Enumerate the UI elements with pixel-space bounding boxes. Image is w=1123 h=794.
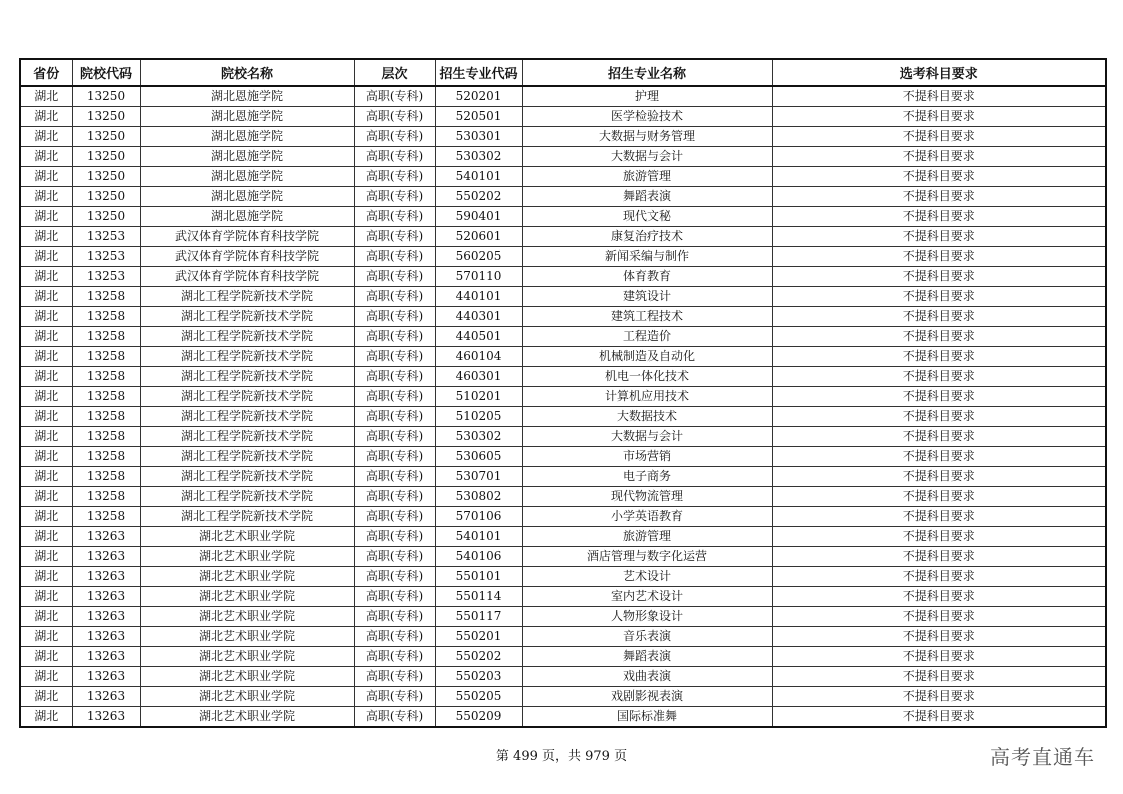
cell-major-code: 530802 [435,487,522,507]
cell-province: 湖北 [20,167,72,187]
table-row [20,247,1106,267]
column-header-major-name: 招生专业名称 [522,59,772,86]
cell-school-name: 湖北艺术职业学院 [140,707,354,728]
cell-school-code: 13258 [72,507,140,527]
table-row [20,647,1106,667]
cell-major-name: 舞蹈表演 [522,647,772,667]
cell-subject-requirement: 不提科目要求 [772,467,1106,487]
cell-province: 湖北 [20,147,72,167]
cell-school-name: 湖北恩施学院 [140,167,354,187]
cell-province: 湖北 [20,427,72,447]
cell-major-name: 大数据技术 [522,407,772,427]
cell-major-code: 550201 [435,627,522,647]
table-row [20,547,1106,567]
table-row [20,527,1106,547]
cell-level: 高职(专科) [354,587,435,607]
cell-school-code: 13258 [72,407,140,427]
table-row [20,487,1106,507]
cell-school-code: 13258 [72,327,140,347]
cell-subject-requirement: 不提科目要求 [772,507,1106,527]
cell-major-name: 音乐表演 [522,627,772,647]
cell-subject-requirement: 不提科目要求 [772,347,1106,367]
cell-subject-requirement: 不提科目要求 [772,567,1106,587]
table-row [20,127,1106,147]
cell-level: 高职(专科) [354,667,435,687]
cell-subject-requirement: 不提科目要求 [772,367,1106,387]
cell-province: 湖北 [20,86,72,107]
cell-major-code: 550202 [435,187,522,207]
cell-level: 高职(专科) [354,547,435,567]
cell-school-code: 13263 [72,587,140,607]
table-header-row [20,59,1106,86]
cell-level: 高职(专科) [354,567,435,587]
cell-subject-requirement: 不提科目要求 [772,407,1106,427]
cell-level: 高职(专科) [354,147,435,167]
cell-level: 高职(专科) [354,707,435,728]
cell-major-name: 电子商务 [522,467,772,487]
table-row [20,567,1106,587]
cell-school-code: 13253 [72,247,140,267]
cell-school-code: 13263 [72,687,140,707]
cell-level: 高职(专科) [354,307,435,327]
column-header-school-name: 院校名称 [140,59,354,86]
cell-school-name: 湖北工程学院新技术学院 [140,347,354,367]
cell-major-code: 570106 [435,507,522,527]
cell-school-name: 湖北工程学院新技术学院 [140,287,354,307]
cell-school-name: 湖北工程学院新技术学院 [140,507,354,527]
cell-subject-requirement: 不提科目要求 [772,307,1106,327]
table-row [20,227,1106,247]
cell-major-name: 人物形象设计 [522,607,772,627]
cell-school-name: 湖北恩施学院 [140,86,354,107]
cell-level: 高职(专科) [354,447,435,467]
cell-major-name: 计算机应用技术 [522,387,772,407]
table-row [20,467,1106,487]
cell-province: 湖北 [20,127,72,147]
cell-province: 湖北 [20,667,72,687]
cell-province: 湖北 [20,107,72,127]
cell-school-name: 湖北艺术职业学院 [140,567,354,587]
cell-major-code: 590401 [435,207,522,227]
cell-province: 湖北 [20,687,72,707]
cell-school-code: 13258 [72,287,140,307]
cell-subject-requirement: 不提科目要求 [772,687,1106,707]
cell-major-name: 旅游管理 [522,167,772,187]
cell-level: 高职(专科) [354,387,435,407]
cell-major-name: 室内艺术设计 [522,587,772,607]
cell-school-name: 湖北艺术职业学院 [140,607,354,627]
cell-major-code: 530302 [435,147,522,167]
cell-subject-requirement: 不提科目要求 [772,327,1106,347]
cell-school-name: 湖北工程学院新技术学院 [140,387,354,407]
cell-level: 高职(专科) [354,407,435,427]
cell-major-name: 小学英语教育 [522,507,772,527]
cell-province: 湖北 [20,507,72,527]
cell-subject-requirement: 不提科目要求 [772,187,1106,207]
cell-school-name: 湖北工程学院新技术学院 [140,447,354,467]
cell-major-code: 510205 [435,407,522,427]
cell-level: 高职(专科) [354,127,435,147]
cell-major-code: 460301 [435,367,522,387]
cell-school-code: 13258 [72,367,140,387]
cell-school-name: 湖北恩施学院 [140,107,354,127]
cell-major-code: 550203 [435,667,522,687]
cell-major-name: 酒店管理与数字化运营 [522,547,772,567]
cell-major-code: 530701 [435,467,522,487]
table-row [20,407,1106,427]
table-row [20,327,1106,347]
cell-province: 湖北 [20,587,72,607]
cell-school-name: 湖北工程学院新技术学院 [140,327,354,347]
cell-school-name: 湖北艺术职业学院 [140,647,354,667]
table-body [20,86,1106,727]
cell-school-name: 湖北恩施学院 [140,127,354,147]
cell-level: 高职(专科) [354,687,435,707]
table-row [20,427,1106,447]
cell-subject-requirement: 不提科目要求 [772,86,1106,107]
cell-province: 湖北 [20,567,72,587]
cell-school-name: 武汉体育学院体育科技学院 [140,227,354,247]
cell-major-name: 戏曲表演 [522,667,772,687]
cell-province: 湖北 [20,707,72,728]
cell-subject-requirement: 不提科目要求 [772,387,1106,407]
cell-level: 高职(专科) [354,647,435,667]
cell-level: 高职(专科) [354,267,435,287]
cell-major-name: 艺术设计 [522,567,772,587]
cell-level: 高职(专科) [354,487,435,507]
cell-major-name: 国际标准舞 [522,707,772,728]
cell-school-code: 13263 [72,607,140,627]
table-row [20,607,1106,627]
cell-major-code: 550209 [435,707,522,728]
table-row [20,667,1106,687]
cell-school-code: 13258 [72,467,140,487]
cell-subject-requirement: 不提科目要求 [772,587,1106,607]
cell-major-name: 戏剧影视表演 [522,687,772,707]
table-row [20,707,1106,728]
cell-major-name: 医学检验技术 [522,107,772,127]
cell-school-code: 13258 [72,347,140,367]
cell-major-code: 440501 [435,327,522,347]
cell-subject-requirement: 不提科目要求 [772,287,1106,307]
cell-level: 高职(专科) [354,207,435,227]
cell-province: 湖北 [20,207,72,227]
cell-province: 湖北 [20,467,72,487]
page-number: 第 499 页，共 979 页 [495,749,628,764]
cell-subject-requirement: 不提科目要求 [772,207,1106,227]
cell-major-code: 520501 [435,107,522,127]
cell-major-code: 460104 [435,347,522,367]
cell-subject-requirement: 不提科目要求 [772,127,1106,147]
table-row [20,387,1106,407]
cell-major-name: 建筑设计 [522,287,772,307]
cell-province: 湖北 [20,327,72,347]
cell-school-name: 湖北艺术职业学院 [140,527,354,547]
cell-school-code: 13263 [72,647,140,667]
cell-province: 湖北 [20,547,72,567]
cell-major-name: 市场营销 [522,447,772,467]
cell-subject-requirement: 不提科目要求 [772,607,1106,627]
cell-major-name: 建筑工程技术 [522,307,772,327]
cell-province: 湖北 [20,267,72,287]
cell-school-code: 13250 [72,107,140,127]
cell-school-name: 湖北工程学院新技术学院 [140,407,354,427]
cell-major-name: 护理 [522,86,772,107]
cell-major-code: 530302 [435,427,522,447]
table-row [20,107,1106,127]
cell-level: 高职(专科) [354,467,435,487]
cell-province: 湖北 [20,347,72,367]
cell-major-code: 550101 [435,567,522,587]
cell-province: 湖北 [20,367,72,387]
cell-major-name: 大数据与财务管理 [522,127,772,147]
cell-province: 湖北 [20,487,72,507]
cell-province: 湖北 [20,227,72,247]
cell-level: 高职(专科) [354,527,435,547]
cell-major-code: 540101 [435,527,522,547]
cell-level: 高职(专科) [354,187,435,207]
cell-major-code: 440301 [435,307,522,327]
cell-level: 高职(专科) [354,86,435,107]
cell-level: 高职(专科) [354,427,435,447]
cell-school-name: 湖北恩施学院 [140,147,354,167]
column-header-province: 省份 [20,59,72,86]
table-row [20,587,1106,607]
cell-province: 湖北 [20,407,72,427]
watermark-logo: 高考直通车 [990,745,1095,769]
cell-school-code: 13250 [72,167,140,187]
table-row [20,267,1106,287]
cell-school-name: 武汉体育学院体育科技学院 [140,247,354,267]
cell-school-name: 湖北工程学院新技术学院 [140,307,354,327]
cell-school-code: 13258 [72,427,140,447]
cell-school-code: 13250 [72,147,140,167]
cell-school-name: 湖北工程学院新技术学院 [140,427,354,447]
cell-subject-requirement: 不提科目要求 [772,167,1106,187]
cell-major-name: 大数据与会计 [522,427,772,447]
cell-level: 高职(专科) [354,287,435,307]
cell-major-name: 大数据与会计 [522,147,772,167]
cell-school-code: 13263 [72,627,140,647]
table-row [20,187,1106,207]
cell-subject-requirement: 不提科目要求 [772,227,1106,247]
cell-school-code: 13263 [72,667,140,687]
table-row [20,367,1106,387]
cell-level: 高职(专科) [354,347,435,367]
admission-table [19,58,1107,728]
cell-subject-requirement: 不提科目要求 [772,527,1106,547]
cell-subject-requirement: 不提科目要求 [772,107,1106,127]
cell-major-name: 现代物流管理 [522,487,772,507]
cell-province: 湖北 [20,307,72,327]
cell-major-code: 560205 [435,247,522,267]
cell-level: 高职(专科) [354,367,435,387]
cell-major-code: 550205 [435,687,522,707]
table-row [20,447,1106,467]
cell-major-code: 520601 [435,227,522,247]
cell-school-code: 13263 [72,567,140,587]
cell-major-name: 体育教育 [522,267,772,287]
table-row [20,167,1106,187]
cell-school-name: 湖北艺术职业学院 [140,627,354,647]
table-row [20,207,1106,227]
cell-subject-requirement: 不提科目要求 [772,267,1106,287]
cell-school-code: 13258 [72,307,140,327]
cell-level: 高职(专科) [354,247,435,267]
cell-level: 高职(专科) [354,107,435,127]
cell-major-name: 康复治疗技术 [522,227,772,247]
cell-school-name: 湖北艺术职业学院 [140,587,354,607]
table-row [20,347,1106,367]
cell-subject-requirement: 不提科目要求 [772,487,1106,507]
cell-school-code: 13258 [72,387,140,407]
cell-subject-requirement: 不提科目要求 [772,547,1106,567]
cell-province: 湖北 [20,627,72,647]
cell-major-code: 530605 [435,447,522,467]
cell-major-name: 旅游管理 [522,527,772,547]
cell-subject-requirement: 不提科目要求 [772,627,1106,647]
table-row [20,86,1106,107]
cell-school-code: 13250 [72,207,140,227]
cell-level: 高职(专科) [354,227,435,247]
cell-school-code: 13250 [72,187,140,207]
cell-school-code: 13250 [72,86,140,107]
cell-school-code: 13250 [72,127,140,147]
cell-major-code: 540106 [435,547,522,567]
cell-province: 湖北 [20,387,72,407]
cell-major-name: 现代文秘 [522,207,772,227]
cell-major-name: 机械制造及自动化 [522,347,772,367]
column-header-major-code: 招生专业代码 [435,59,522,86]
table-row [20,147,1106,167]
cell-level: 高职(专科) [354,327,435,347]
cell-major-name: 新闻采编与制作 [522,247,772,267]
cell-major-name: 机电一体化技术 [522,367,772,387]
cell-major-code: 550114 [435,587,522,607]
cell-subject-requirement: 不提科目要求 [772,707,1106,728]
cell-province: 湖北 [20,247,72,267]
cell-level: 高职(专科) [354,507,435,527]
cell-school-name: 湖北工程学院新技术学院 [140,487,354,507]
cell-province: 湖北 [20,527,72,547]
cell-major-name: 舞蹈表演 [522,187,772,207]
cell-school-name: 湖北工程学院新技术学院 [140,367,354,387]
cell-major-code: 540101 [435,167,522,187]
cell-major-name: 工程造价 [522,327,772,347]
cell-major-code: 520201 [435,86,522,107]
cell-province: 湖北 [20,287,72,307]
cell-major-code: 570110 [435,267,522,287]
cell-major-code: 550117 [435,607,522,627]
column-header-level: 层次 [354,59,435,86]
cell-school-name: 湖北恩施学院 [140,187,354,207]
cell-school-name: 湖北艺术职业学院 [140,687,354,707]
cell-school-code: 13258 [72,487,140,507]
cell-school-code: 13253 [72,267,140,287]
cell-school-name: 湖北艺术职业学院 [140,547,354,567]
table-row [20,627,1106,647]
table-row [20,287,1106,307]
column-header-subject-requirement: 选考科目要求 [772,59,1106,86]
cell-subject-requirement: 不提科目要求 [772,147,1106,167]
cell-province: 湖北 [20,187,72,207]
column-header-school-code: 院校代码 [72,59,140,86]
cell-school-code: 13263 [72,547,140,567]
cell-level: 高职(专科) [354,167,435,187]
cell-major-code: 530301 [435,127,522,147]
cell-school-code: 13263 [72,707,140,728]
cell-school-name: 湖北恩施学院 [140,207,354,227]
cell-school-code: 13263 [72,527,140,547]
cell-school-code: 13253 [72,227,140,247]
cell-school-name: 湖北艺术职业学院 [140,667,354,687]
cell-subject-requirement: 不提科目要求 [772,647,1106,667]
cell-subject-requirement: 不提科目要求 [772,447,1106,467]
cell-school-name: 湖北工程学院新技术学院 [140,467,354,487]
cell-subject-requirement: 不提科目要求 [772,427,1106,447]
cell-school-code: 13258 [72,447,140,467]
cell-province: 湖北 [20,647,72,667]
cell-major-code: 510201 [435,387,522,407]
cell-level: 高职(专科) [354,607,435,627]
cell-province: 湖北 [20,607,72,627]
cell-level: 高职(专科) [354,627,435,647]
table-row [20,687,1106,707]
table-row [20,507,1106,527]
cell-subject-requirement: 不提科目要求 [772,667,1106,687]
table-row [20,307,1106,327]
cell-major-code: 550202 [435,647,522,667]
cell-school-name: 武汉体育学院体育科技学院 [140,267,354,287]
cell-subject-requirement: 不提科目要求 [772,247,1106,267]
cell-province: 湖北 [20,447,72,467]
cell-major-code: 440101 [435,287,522,307]
